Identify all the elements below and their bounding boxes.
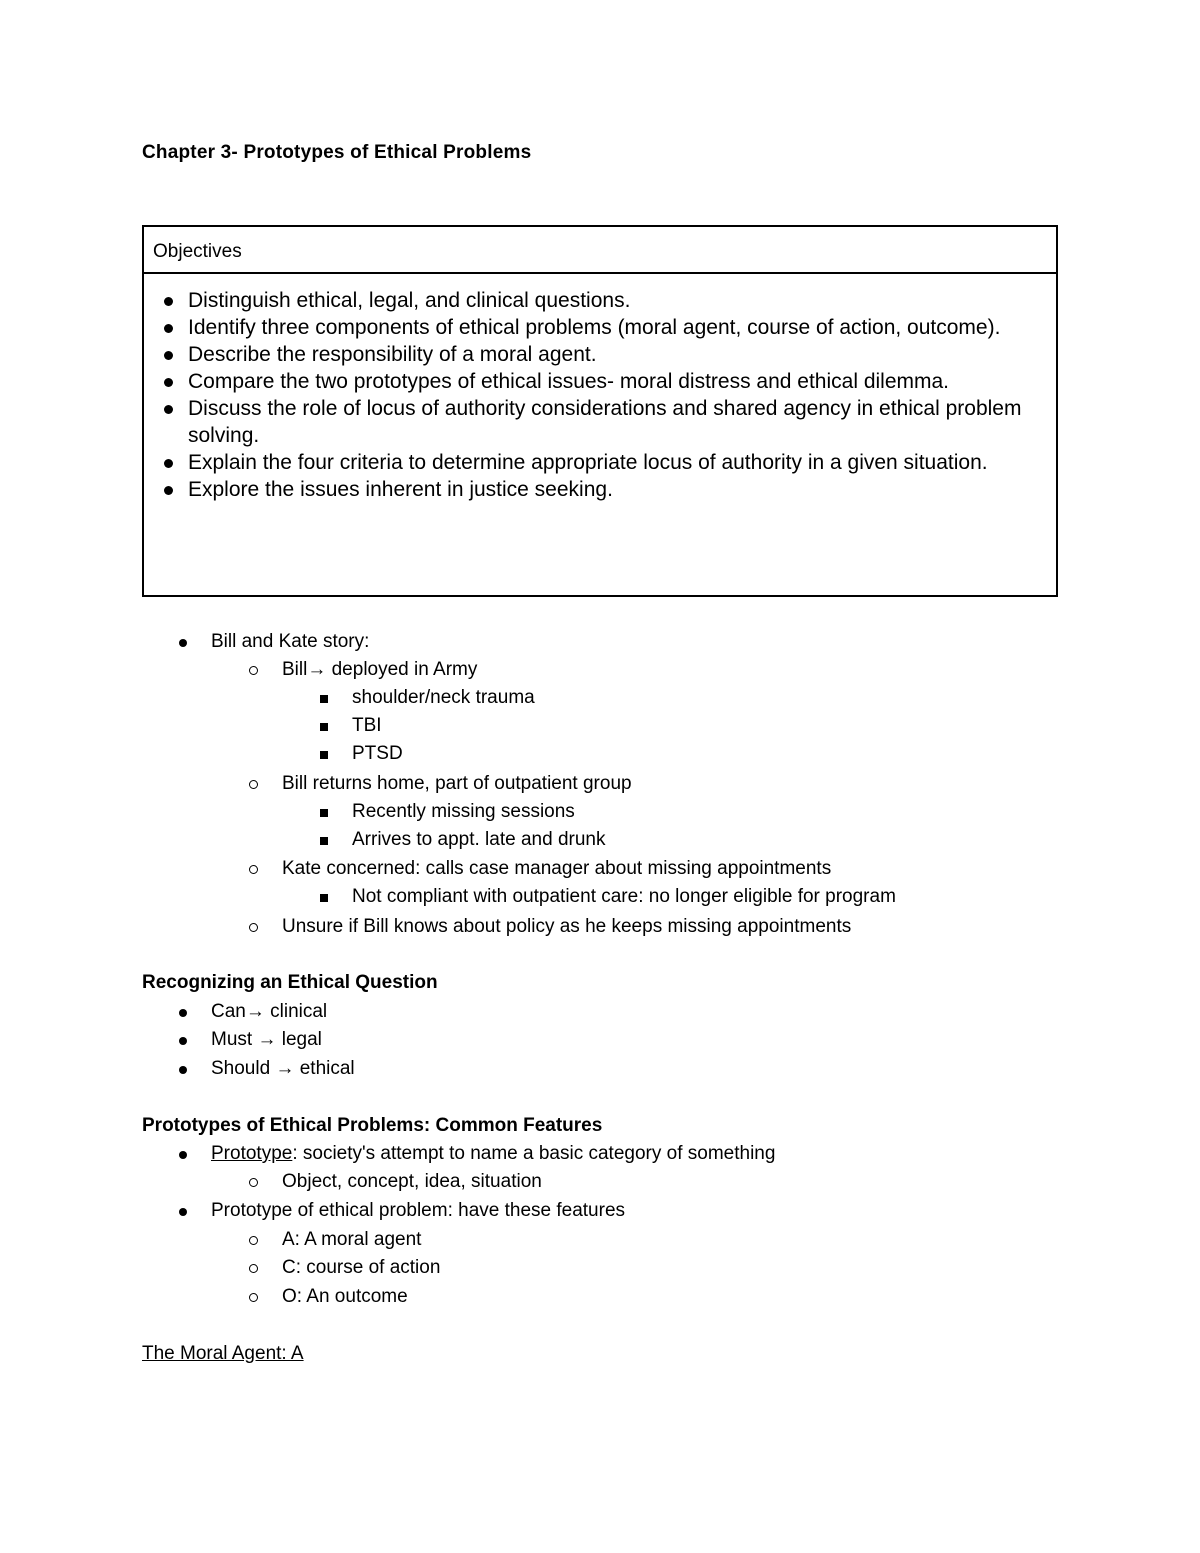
bullet-circle-icon xyxy=(249,923,258,932)
bullet-circle-icon xyxy=(249,780,258,789)
list-item xyxy=(211,631,369,653)
objective-item: Explore the issues inherent in justice seeking. xyxy=(188,476,1036,503)
list-item-text: Bill returns home, part of outpatient group xyxy=(282,773,632,794)
list-item-text: C: course of action xyxy=(282,1257,441,1278)
objectives-table xyxy=(142,225,1058,597)
bullet-square-icon xyxy=(320,695,328,703)
objective-item: Explain the four criteria to determine appropriate locus of authority in a given situation. xyxy=(188,449,1036,476)
bullet-circle-icon xyxy=(249,1236,258,1245)
bullet-circle-icon xyxy=(249,865,258,874)
bullet-disc-icon xyxy=(179,1151,187,1159)
section-heading-prototypes: Prototypes of Ethical Problems: Common Features xyxy=(142,1115,603,1136)
objective-item: Distinguish ethical, legal, and clinical questions. xyxy=(188,287,1036,314)
bullet-square-icon xyxy=(320,809,328,817)
prototype-term: Prototype xyxy=(211,1143,293,1164)
list-item xyxy=(211,1143,775,1165)
list-item-text: Bill and Kate story: xyxy=(211,631,370,652)
list-item-text: shoulder/neck trauma xyxy=(352,687,535,708)
list-item xyxy=(282,659,477,681)
list-item-text: Prototype of ethical problem: have these features xyxy=(211,1200,626,1221)
bullet-circle-icon xyxy=(249,1178,258,1187)
bullet-disc-icon xyxy=(179,1208,187,1216)
list-item xyxy=(282,1286,408,1308)
list-item xyxy=(211,1029,322,1051)
objective-item: Identify three components of ethical problems (moral agent, course of action, outcome). xyxy=(188,314,1036,341)
list-item-text: PTSD xyxy=(352,743,403,764)
objective-item: Compare the two prototypes of ethical issues- moral distress and ethical dilemma. xyxy=(188,368,1036,395)
list-item xyxy=(282,1257,440,1279)
section-heading-moral-agent: The Moral Agent: A xyxy=(142,1343,304,1364)
bullet-circle-icon xyxy=(249,666,258,675)
list-item-text: Can→ clinical xyxy=(211,1001,328,1022)
list-item-text: A: A moral agent xyxy=(282,1229,422,1250)
page-title: Chapter 3- Prototypes of Ethical Problems xyxy=(142,142,532,163)
list-item-text: Kate concerned: calls case manager about missing appointments xyxy=(282,858,832,879)
list-item-text: Not compliant with outpatient care: no longer eligible for program xyxy=(352,886,896,907)
bullet-disc-icon xyxy=(179,1009,187,1017)
objective-item: Describe the responsibility of a moral agent. xyxy=(188,341,1036,368)
list-item-text: Arrives to appt. late and drunk xyxy=(352,829,606,850)
bullet-circle-icon xyxy=(249,1293,258,1302)
objectives-list xyxy=(144,274,1056,503)
list-item xyxy=(282,1171,542,1193)
list-item-text: Should → ethical xyxy=(211,1058,355,1079)
list-item xyxy=(282,773,632,795)
bullet-disc-icon xyxy=(179,1037,187,1045)
list-item xyxy=(211,1200,625,1222)
list-item xyxy=(211,1058,355,1080)
list-item-text: Unsure if Bill knows about policy as he keeps missing appointments xyxy=(282,916,852,937)
list-item xyxy=(352,743,403,765)
list-item xyxy=(352,829,605,851)
list-item-text: : society's attempt to name a basic category of something xyxy=(292,1143,776,1164)
bullet-circle-icon xyxy=(249,1264,258,1273)
list-item xyxy=(211,1001,327,1023)
objective-item: Discuss the role of locus of authority considerations and shared agency in ethical problem solving. xyxy=(188,395,1036,449)
bullet-square-icon xyxy=(320,894,328,902)
list-item-text: Must → legal xyxy=(211,1029,322,1050)
bullet-square-icon xyxy=(320,751,328,759)
bullet-disc-icon xyxy=(179,1066,187,1074)
list-item xyxy=(352,801,575,823)
list-item xyxy=(282,916,851,938)
list-item xyxy=(352,687,535,709)
list-item xyxy=(282,858,831,880)
objectives-heading: Objectives xyxy=(144,227,1056,274)
bullet-square-icon xyxy=(320,837,328,845)
list-item-text: O: An outcome xyxy=(282,1286,408,1307)
bullet-disc-icon xyxy=(179,639,187,647)
list-item-text: Recently missing sessions xyxy=(352,801,575,822)
list-item-text: Object, concept, idea, situation xyxy=(282,1171,542,1192)
bullet-square-icon xyxy=(320,723,328,731)
list-item-text: TBI xyxy=(352,715,382,736)
list-item xyxy=(282,1229,421,1251)
list-item-text: Bill→ deployed in Army xyxy=(282,659,478,680)
list-item xyxy=(352,886,896,908)
section-heading-recognizing: Recognizing an Ethical Question xyxy=(142,972,438,993)
list-item xyxy=(352,715,382,737)
